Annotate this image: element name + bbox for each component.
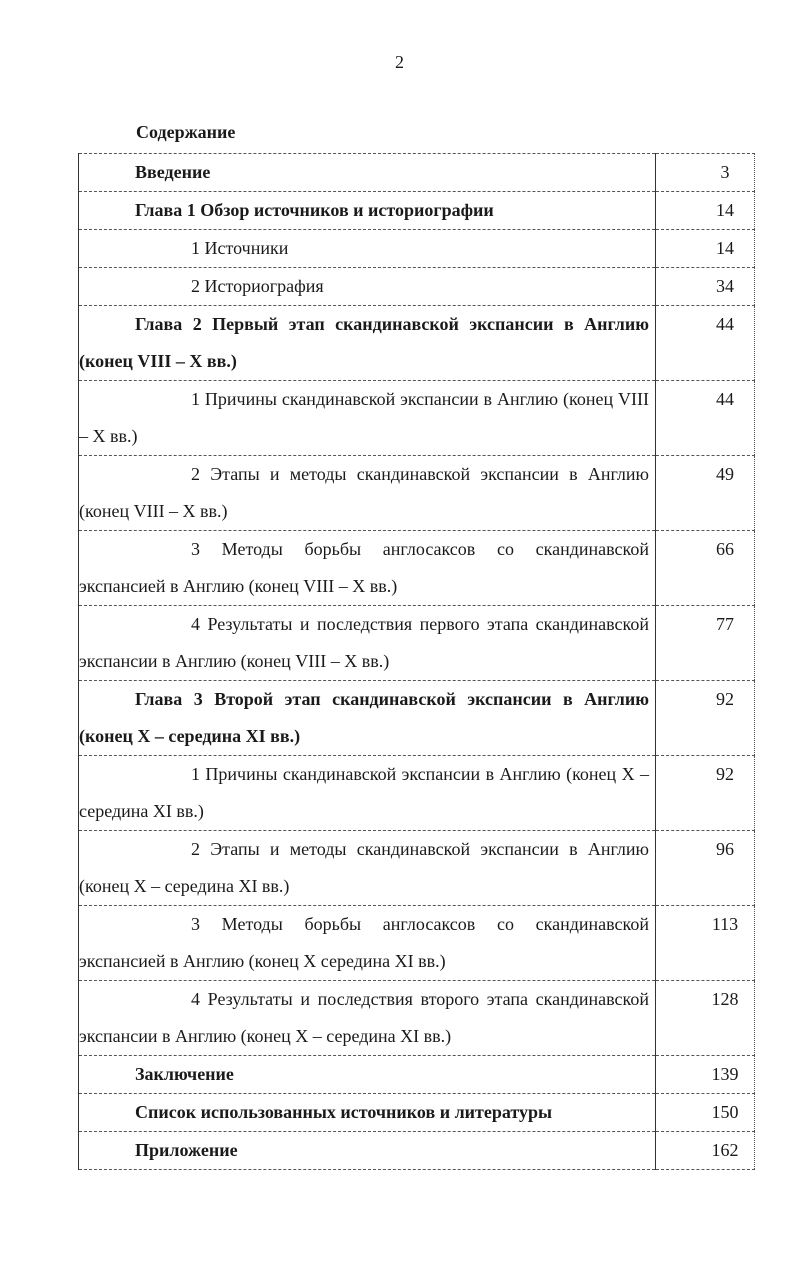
toc-entry-title: 1 Причины скандинавской экспансии в Англию (конец X – середина XI вв.) xyxy=(79,764,649,821)
toc-row-introduction xyxy=(79,154,755,192)
toc-row-chapter-1 xyxy=(79,192,755,230)
toc-row-section xyxy=(79,456,755,531)
toc-heading: Содержание xyxy=(136,122,236,142)
toc-entry-page: 66 xyxy=(716,539,734,559)
toc-row-section xyxy=(79,756,755,831)
toc-entry-page: 49 xyxy=(716,464,734,484)
toc-row-section xyxy=(79,531,755,606)
toc-entry-title: Глава 1 Обзор источников и историографии xyxy=(135,200,494,220)
toc-row-section xyxy=(79,831,755,906)
toc-row-chapter-3 xyxy=(79,681,755,756)
toc-entry-page: 92 xyxy=(716,689,734,709)
toc-entry-page: 14 xyxy=(716,200,734,220)
toc-table xyxy=(78,153,755,1170)
toc-entry-page: 139 xyxy=(711,1064,739,1084)
toc-entry-title: Список использованных источников и литературы xyxy=(135,1102,553,1122)
toc-entry-page: 150 xyxy=(711,1102,739,1122)
toc-entry-page: 44 xyxy=(716,389,734,409)
toc-row-section xyxy=(79,230,755,268)
toc-entry-title: Глава 2 Первый этап скандинавской экспансии в Англию (конец VIII – X вв.) xyxy=(79,314,649,371)
toc-row-conclusion xyxy=(79,1056,755,1094)
toc-row-section xyxy=(79,981,755,1056)
toc-entry-page: 3 xyxy=(720,162,730,182)
toc-entry-page: 162 xyxy=(711,1140,739,1160)
toc-entry-page: 96 xyxy=(716,839,734,859)
toc-entry-page: 44 xyxy=(716,314,734,334)
toc-row-section xyxy=(79,606,755,681)
toc-row-section xyxy=(79,268,755,306)
toc-row-section xyxy=(79,906,755,981)
toc-entry-title: 4 Результаты и последствия второго этапа скандинавской экспансии в Англию (конец X – середина XI вв.) xyxy=(79,989,649,1046)
toc-entry-title: Глава 3 Второй этап скандинавской экспансии в Англию (конец X – середина XI вв.) xyxy=(79,689,649,746)
toc-entry-title: 3 Методы борьбы англосаксов со скандинавской экспансией в Англию (конец VIII – X вв.) xyxy=(79,539,649,596)
toc-entry-title: 4 Результаты и последствия первого этапа скандинавской экспансии в Англию (конец VIII – X вв.) xyxy=(79,614,649,671)
toc-entry-title: 1 Источники xyxy=(191,238,289,258)
toc-entry-title: 3 Методы борьбы англосаксов со скандинавской экспансией в Англию (конец X середина XI вв.) xyxy=(79,914,649,971)
toc-entry-title: Введение xyxy=(135,162,211,182)
toc-row-appendix xyxy=(79,1132,755,1170)
toc-entry-page: 34 xyxy=(716,276,734,296)
toc-entry-title: 1 Причины скандинавской экспансии в Англию (конец VIII – X вв.) xyxy=(79,389,649,446)
toc-entry-title: Приложение xyxy=(135,1140,238,1160)
toc-entry-page: 113 xyxy=(711,914,739,934)
page-number: 2 xyxy=(395,52,404,72)
toc-entry-page: 77 xyxy=(716,614,734,634)
toc-entry-title: 2 Этапы и методы скандинавской экспансии в Англию (конец X – середина XI вв.) xyxy=(79,839,649,896)
toc-row-chapter-2 xyxy=(79,306,755,381)
toc-entry-page: 92 xyxy=(716,764,734,784)
toc-entry-page: 128 xyxy=(711,989,739,1009)
toc-row-section xyxy=(79,381,755,456)
toc-entry-title: Заключение xyxy=(135,1064,234,1084)
toc-row-bibliography xyxy=(79,1094,755,1132)
toc-entry-page: 14 xyxy=(716,238,734,258)
toc-entry-title: 2 Историография xyxy=(191,276,324,296)
toc-entry-title: 2 Этапы и методы скандинавской экспансии в Англию (конец VIII – X вв.) xyxy=(79,464,649,521)
